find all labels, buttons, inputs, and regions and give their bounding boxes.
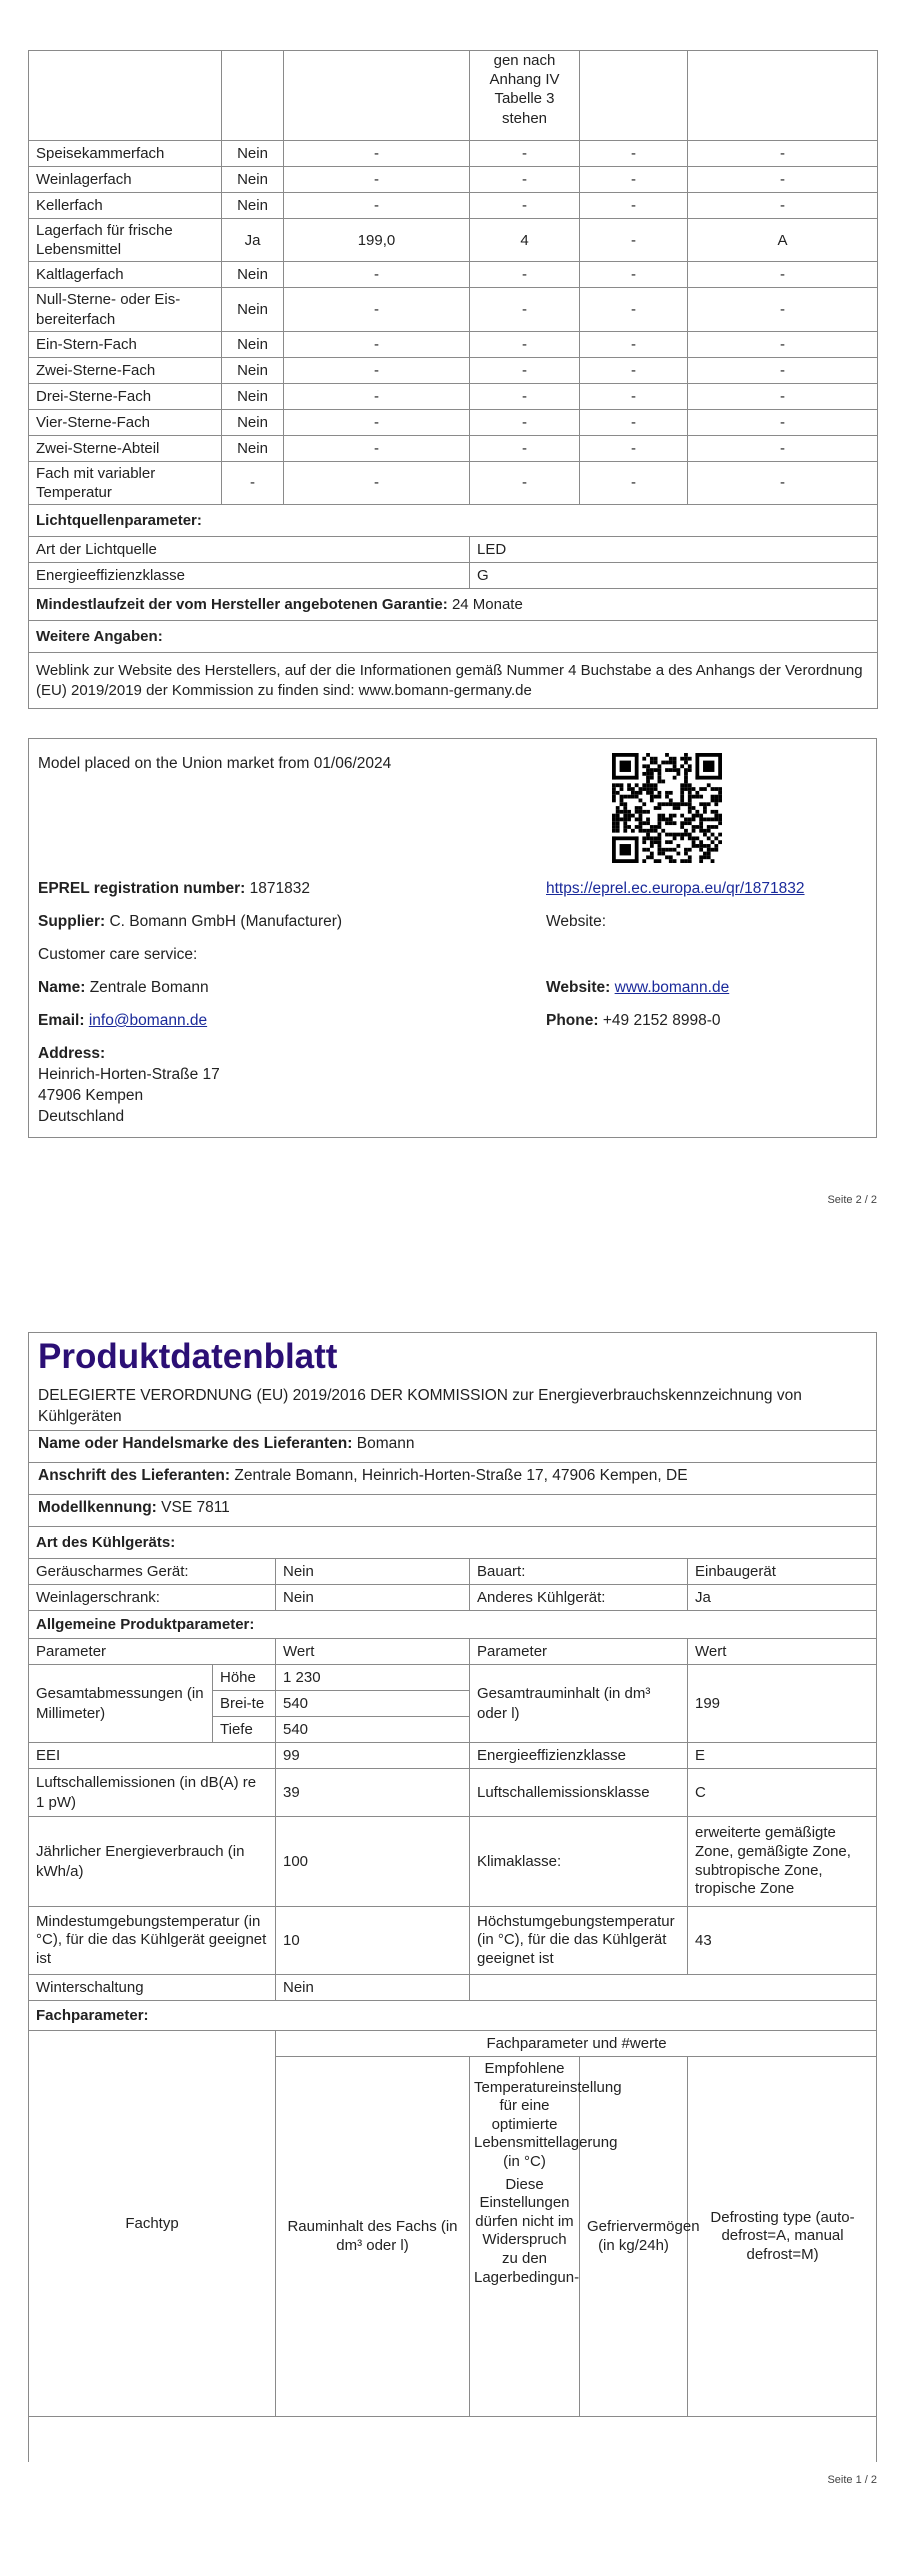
fach-defrost: -: [688, 288, 878, 331]
fach-temp-header: [470, 2057, 622, 2417]
care-email: [38, 1010, 207, 1032]
customer-care-label: Customer care service:: [38, 946, 198, 963]
care-email-link[interactable]: info@bomann.de: [88, 1012, 208, 1029]
eprel-value: 1871832: [249, 880, 310, 897]
fach-name: Speisekammerfach: [29, 141, 222, 167]
fach-volume: -: [284, 262, 470, 288]
noise-class-value: C: [688, 1769, 878, 1817]
wine-value: Nein: [276, 1585, 470, 1611]
light-type-label: Art der Lichtquelle: [29, 537, 470, 563]
table-row: [29, 219, 878, 262]
care-phone: [546, 1010, 721, 1032]
fach-defrost: A: [688, 219, 878, 262]
regulation-text: DELEGIERTE VERORDNUNG (EU) 2019/2016 DER KOMMISSION zur Energieverbrauchskennzeichnung von Kühlgeräten: [38, 1387, 802, 1425]
fach-name: Ein-Stern-Fach: [29, 331, 222, 357]
fach-freeze: -: [580, 383, 688, 409]
fach-temp-text-b: Diese Einstellungen dürfen nicht im Widerspruch zu den Lagerbedingun-: [474, 2175, 580, 2286]
supplier-address-value: Zentrale Bomann, Heinrich-Horten-Straße 17, 47906 Kempen, DE: [234, 1467, 688, 1484]
supplier-value: C. Bomann GmbH (Manufacturer): [109, 913, 343, 930]
address-line-2: 47906 Kempen: [38, 1087, 144, 1105]
fach-present: Nein: [222, 262, 284, 288]
care-website-label: Website:: [546, 979, 611, 996]
eprel-registration: [38, 878, 310, 900]
eprel-link[interactable]: https://eprel.ec.europa.eu/qr/1871832: [546, 880, 805, 897]
supplier: [38, 911, 342, 933]
winter-value: Nein: [276, 1975, 470, 2001]
fach-defrost: -: [688, 357, 878, 383]
care-name-label: Name:: [38, 979, 86, 996]
care-email-label: Email:: [38, 1012, 85, 1029]
table-row: [29, 461, 878, 504]
fach-name: Vier-Sterne-Fach: [29, 409, 222, 435]
fach-defrost: -: [688, 331, 878, 357]
fach-temp: -: [470, 357, 580, 383]
height-value: 1 230: [276, 1665, 470, 1691]
table-row: [29, 262, 878, 288]
fach-present: Nein: [222, 383, 284, 409]
wine-label: Weinlagerschrank:: [29, 1585, 276, 1611]
fach-temp: -: [470, 409, 580, 435]
care-phone-label: Phone:: [546, 1012, 599, 1029]
care-name: [38, 977, 209, 999]
value-col-header-2: Wert: [688, 1639, 878, 1665]
total-volume-label: Gesamtrauminhalt (in dm³ oder l): [470, 1665, 688, 1743]
placed-on-market: Model placed on the Union market from 01/06/2024: [38, 755, 392, 772]
fach-name: Null-Sterne- oder Eis-bereiterfach: [29, 288, 222, 331]
fach-temp: -: [470, 193, 580, 219]
fach-present: Nein: [222, 331, 284, 357]
fach-defrost: -: [688, 409, 878, 435]
fach-header: Fachparameter:: [29, 2001, 878, 2031]
fach-temp: -: [470, 262, 580, 288]
fach-volume: -: [284, 357, 470, 383]
fach-group-header: Fachparameter und #werte: [276, 2031, 878, 2057]
care-website: [546, 977, 729, 999]
weblink-text: Weblink zur Website des Herstellers, auf der die Informationen gemäß Nummer 4 Buchstabe a des Anhangs der Verordnung (EU) 2019/2019 der Kommission zu finden sind: www.bomann-germany.de: [29, 653, 878, 709]
care-phone-value: +49 2152 8998-0: [602, 1012, 721, 1029]
fach-present: Nein: [222, 409, 284, 435]
fach-freeze: -: [580, 167, 688, 193]
fach-name: Fach mit variabler Temperatur: [29, 461, 222, 504]
min-temp-label: Mindestumgebungstemperatur (in °C), für die das Kühlgerät geeignet ist: [29, 1907, 276, 1975]
care-address: [38, 1043, 220, 1127]
light-class-label: Energieeffizienzklasse: [29, 563, 470, 589]
fach-defrost: -: [688, 167, 878, 193]
other-appliance-value: Ja: [688, 1585, 878, 1611]
fach-volume: -: [284, 383, 470, 409]
table-row: [29, 357, 878, 383]
address-label: Address:: [38, 1045, 106, 1062]
more-header: Weitere Angaben:: [29, 621, 878, 653]
table-row: [29, 167, 878, 193]
supplier-label: Supplier:: [38, 913, 106, 930]
table-row: [29, 193, 878, 219]
fach-name: Kaltlagerfach: [29, 262, 222, 288]
width-value: 540: [276, 1691, 470, 1717]
supplier-website-label: Website:: [546, 913, 607, 930]
fach-temp: -: [470, 461, 580, 504]
fach-defrost-header: Defrosting type (auto-defrost=A, manual defrost=M): [688, 2057, 878, 2417]
fach-temp: 4: [470, 219, 580, 262]
design-value: Einbaugerät: [688, 1559, 878, 1585]
max-temp-value: 43: [688, 1907, 878, 1975]
model-value: VSE 7811: [161, 1499, 230, 1516]
supplier-address-row: [29, 1462, 876, 1494]
fach-volume: -: [284, 141, 470, 167]
page-title: Produktdatenblatt: [38, 1337, 338, 1376]
care-website-link[interactable]: www.bomann.de: [614, 979, 730, 996]
noise-class-label: Luftschallemissionsklasse: [470, 1769, 688, 1817]
energy-class-label: Energieeffizienzklasse: [470, 1743, 688, 1769]
fach-defrost: -: [688, 461, 878, 504]
fach-volume-header: Rauminhalt des Fachs (in dm³ oder l): [276, 2057, 470, 2417]
annual-energy-value: 100: [276, 1817, 470, 1907]
fach-volume: -: [284, 193, 470, 219]
design-label: Bauart:: [470, 1559, 688, 1585]
fach-name: Zwei-Sterne-Abteil: [29, 435, 222, 461]
address-line-3: Deutschland: [38, 1108, 125, 1126]
fach-defrost: -: [688, 193, 878, 219]
address-line-1: Heinrich-Horten-Straße 17: [38, 1066, 220, 1084]
dimensions-label: Gesamtabmessungen (in Millimeter): [29, 1665, 213, 1743]
model-row: [29, 1494, 876, 1526]
general-header: Allgemeine Produktparameter:: [29, 1611, 878, 1639]
width-label: Brei-te: [213, 1691, 276, 1717]
fach-temp: -: [470, 331, 580, 357]
climate-class-label: Klimaklasse:: [470, 1817, 688, 1907]
fach-defrost: -: [688, 435, 878, 461]
continuation-cell: gen nach Anhang IV Tabelle 3 stehen: [470, 51, 580, 141]
light-type-value: LED: [470, 537, 878, 563]
fach-name: Kellerfach: [29, 193, 222, 219]
fach-freeze-header: Gefriervermögen (in kg/24h): [580, 2057, 688, 2417]
table-row: [29, 288, 878, 331]
fach-present: Nein: [222, 435, 284, 461]
fach-present: Nein: [222, 357, 284, 383]
fach-name: Lagerfach für frische Lebensmittel: [29, 219, 222, 262]
fach-freeze: -: [580, 262, 688, 288]
table-row: [29, 141, 878, 167]
table-row: [29, 331, 878, 357]
qr-code-icon[interactable]: [612, 753, 722, 863]
fach-volume: -: [284, 409, 470, 435]
fach-temp: -: [470, 167, 580, 193]
fach-volume: -: [284, 167, 470, 193]
fach-freeze: -: [580, 219, 688, 262]
warranty-value: 24 Monate: [451, 596, 523, 614]
table-row: [29, 383, 878, 409]
supplier-address-label: Anschrift des Lieferanten:: [38, 1467, 231, 1484]
fach-temp: -: [470, 288, 580, 331]
eprel-info-box: [28, 738, 877, 1138]
fach-name: Zwei-Sterne-Fach: [29, 357, 222, 383]
product-parameter-table: [28, 1526, 877, 2417]
care-name-value: Zentrale Bomann: [89, 979, 209, 996]
fach-freeze: -: [580, 357, 688, 383]
fach-volume: -: [284, 461, 470, 504]
compartment-table: [28, 50, 878, 709]
param-col-header-2: Parameter: [470, 1639, 688, 1665]
value-col-header: Wert: [276, 1639, 470, 1665]
fach-defrost: -: [688, 383, 878, 409]
energy-class-value: E: [688, 1743, 878, 1769]
max-temp-label: Höchstumgebungstemperatur (in °C), für die das Kühlgerät geeignet ist: [470, 1907, 688, 1975]
fach-temp-text-a: Empfohlene Temperatureinstellung für eine optimierte Lebensmittellagerung (in °C): [474, 2060, 622, 2170]
noise-label: Luftschallemissionen (in dB(A) re 1 pW): [29, 1769, 276, 1817]
fach-freeze: -: [580, 435, 688, 461]
light-class-value: G: [470, 563, 878, 589]
fach-type-header: Fachtyp: [29, 2031, 276, 2417]
fach-present: Nein: [222, 288, 284, 331]
fach-present: -: [222, 461, 284, 504]
page-number: Seite 2 / 2: [827, 1194, 877, 1206]
param-col-header: Parameter: [29, 1639, 276, 1665]
fach-present: Nein: [222, 167, 284, 193]
fach-name: Drei-Sterne-Fach: [29, 383, 222, 409]
fach-temp: -: [470, 141, 580, 167]
annual-energy-label: Jährlicher Energieverbrauch (in kWh/a): [29, 1817, 276, 1907]
fach-defrost: -: [688, 262, 878, 288]
fach-defrost: -: [688, 141, 878, 167]
model-label: Modellkennung:: [38, 1499, 157, 1516]
fach-present: Nein: [222, 141, 284, 167]
eei-value: 99: [276, 1743, 470, 1769]
fach-temp: -: [470, 383, 580, 409]
fach-volume: -: [284, 288, 470, 331]
total-volume-value: 199: [688, 1665, 878, 1743]
eprel-label: EPREL registration number:: [38, 880, 246, 897]
low-noise-value: Nein: [276, 1559, 470, 1585]
noise-value: 39: [276, 1769, 470, 1817]
fach-freeze: -: [580, 461, 688, 504]
type-header: Art des Kühlgeräts:: [29, 1527, 878, 1559]
warranty-label: Mindestlaufzeit der vom Hersteller angebotenen Garantie:: [36, 596, 448, 614]
fach-volume: -: [284, 435, 470, 461]
fach-freeze: -: [580, 331, 688, 357]
page-number-bottom: Seite 1 / 2: [827, 2474, 877, 2486]
fach-present: Ja: [222, 219, 284, 262]
fach-name: Weinlagerfach: [29, 167, 222, 193]
height-label: Höhe: [213, 1665, 276, 1691]
min-temp-value: 10: [276, 1907, 470, 1975]
brand-label: Name oder Handelsmarke des Lieferanten:: [38, 1435, 353, 1452]
table-row: [29, 435, 878, 461]
supplier-brand-row: [29, 1430, 876, 1462]
light-header: Lichtquellenparameter:: [29, 505, 878, 537]
fach-freeze: -: [580, 193, 688, 219]
climate-class-value: erweiterte gemäßigte Zone, gemäßigte Zone, subtropische Zone, tropische Zone: [688, 1817, 878, 1907]
brand-value: Bomann: [356, 1435, 415, 1452]
product-data-sheet: [28, 1332, 877, 2462]
fach-volume: -: [284, 331, 470, 357]
depth-value: 540: [276, 1717, 470, 1743]
fach-freeze: -: [580, 409, 688, 435]
fach-temp: -: [470, 435, 580, 461]
fach-volume: 199,0: [284, 219, 470, 262]
warranty-row: [29, 589, 878, 621]
fach-present: Nein: [222, 193, 284, 219]
fach-freeze: -: [580, 288, 688, 331]
low-noise-label: Geräuscharmes Gerät:: [29, 1559, 276, 1585]
depth-label: Tiefe: [213, 1717, 276, 1743]
winter-label: Winterschaltung: [29, 1975, 276, 2001]
table-row: [29, 409, 878, 435]
other-appliance-label: Anderes Kühlgerät:: [470, 1585, 688, 1611]
eei-label: EEI: [29, 1743, 276, 1769]
fach-freeze: -: [580, 141, 688, 167]
